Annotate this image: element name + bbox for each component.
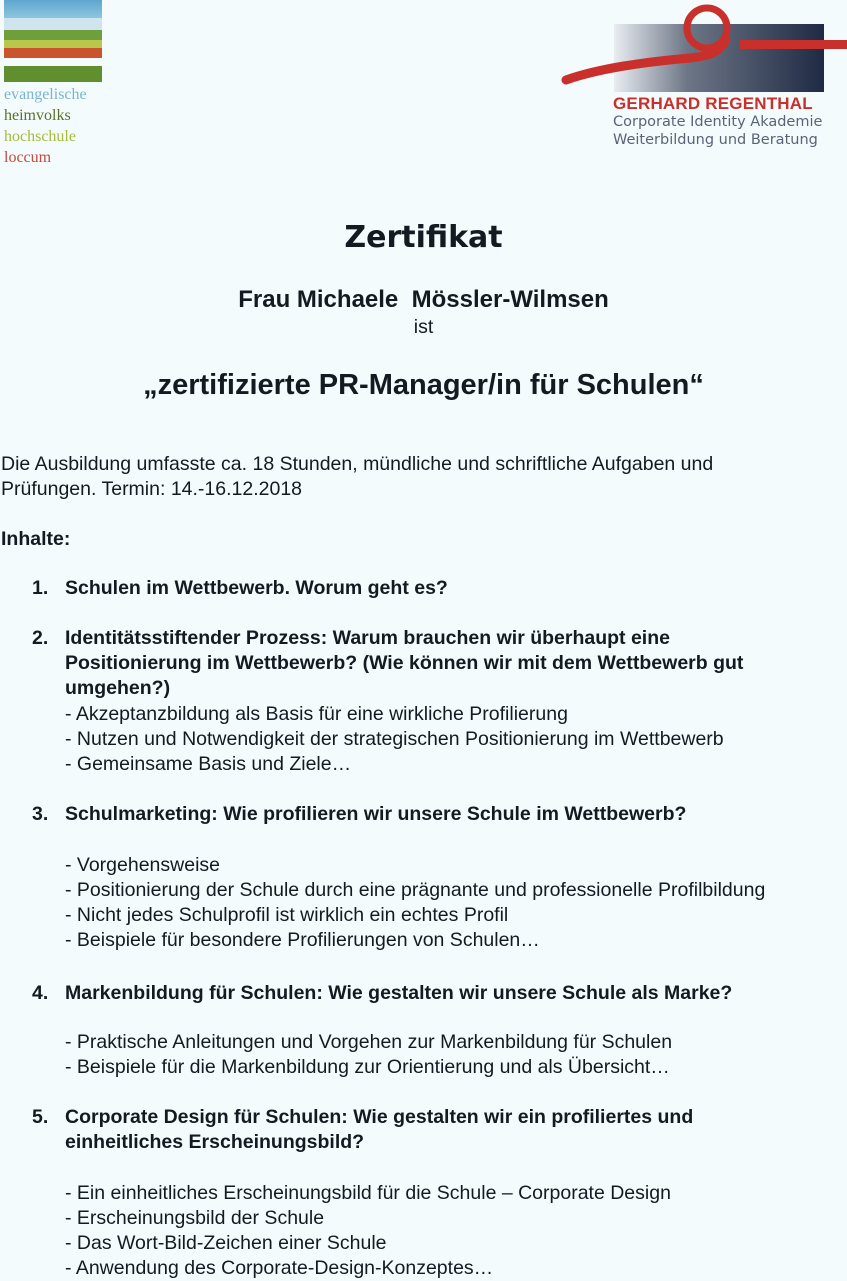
logo-name: GERHARD REGENTHAL xyxy=(613,94,813,113)
item-3-title-line-1: Schulmarketing: Wie profilieren wir unsere Schule im Wettbewerb? xyxy=(65,803,687,825)
contents-heading: Inhalte: xyxy=(1,528,71,550)
item-4-bullet-2: - Beispiele für die Markenbildung zur Orientierung und als Übersicht… xyxy=(65,1056,670,1078)
item-5-title-line-1: Corporate Design für Schulen: Wie gestalten wir ein profiliertes und xyxy=(65,1106,694,1128)
item-1-number: 1. xyxy=(32,577,49,599)
item-2-title-line-3: umgehen?) xyxy=(65,677,171,699)
item-1-title-line-1: Schulen im Wettbewerb. Worum geht es? xyxy=(65,577,448,599)
logo-evangelische-heimvolkshochschule xyxy=(4,0,104,168)
recipient-name: Frau Michaele Mössler-Wilmsen xyxy=(238,286,609,313)
item-2-number: 2. xyxy=(32,627,49,649)
description-line-2: Prüfungen. Termin: 14.-16.12.2018 xyxy=(1,478,303,500)
logo-tagline-2: Weiterbildung und Beratung xyxy=(613,132,818,148)
item-5-bullet-2: - Erscheinungsbild der Schule xyxy=(65,1207,325,1229)
item-3-bullet-1: - Vorgehensweise xyxy=(65,854,221,876)
item-2-bullet-1: - Akzeptanzbildung als Basis für eine wirkliche Profilierung xyxy=(65,703,568,725)
item-4-title-line-1: Markenbildung für Schulen: Wie gestalten wir unsere Schule als Marke? xyxy=(65,982,733,1004)
logo-gerhard-regenthal xyxy=(560,0,847,160)
logo-landscape-graphic xyxy=(4,0,104,82)
certificate-name: „zertifizierte PR-Manager/in für Schulen“ xyxy=(143,369,704,401)
logo-line-hochschule: hochschule xyxy=(4,128,76,145)
item-5-bullet-1: - Ein einheitliches Erscheinungsbild für die Schule – Corporate Design xyxy=(65,1182,671,1204)
logo-line-evangelische: evangelische xyxy=(4,86,87,103)
item-5-bullet-4: - Anwendung des Corporate-Design-Konzeptes… xyxy=(65,1257,494,1279)
item-3-number: 3. xyxy=(32,803,49,825)
item-2-title-line-1: Identitätsstiftender Prozess: Warum brauchen wir überhaupt eine xyxy=(65,627,670,649)
certificate-title: Zertifikat xyxy=(344,220,503,255)
item-3-bullet-3: - Nicht jedes Schulprofil ist wirklich ein echtes Profil xyxy=(65,904,509,926)
logo-tagline-1: Corporate Identity Akademie xyxy=(613,114,823,130)
item-2-title-line-2: Positionierung im Wettbewerb? (Wie können wir mit dem Wettbewerb gut xyxy=(65,652,744,674)
item-2-bullet-3: - Gemeinsame Basis und Ziele… xyxy=(65,753,352,775)
logo-line-heimvolks: heimvolks xyxy=(4,107,71,124)
item-4-bullet-1: - Praktische Anleitungen und Vorgehen zur Markenbildung für Schulen xyxy=(65,1031,673,1053)
item-3-bullet-2: - Positionierung der Schule durch eine prägnante und professionelle Profilbildung xyxy=(65,879,766,901)
description-line-1: Die Ausbildung umfasste ca. 18 Stunden, mündliche und schriftliche Aufgaben und xyxy=(1,453,714,475)
item-2-bullet-2: - Nutzen und Notwendigkeit der strategischen Positionierung im Wettbewerb xyxy=(65,728,724,750)
item-3-bullet-4: - Beispiele für besondere Profilierungen von Schulen… xyxy=(65,929,540,951)
connector-text: ist xyxy=(413,316,434,338)
item-5-number: 5. xyxy=(32,1106,49,1128)
item-5-title-line-2: einheitliches Erscheinungsbild? xyxy=(65,1131,365,1153)
item-4-number: 4. xyxy=(32,982,49,1004)
logo-line-loccum: loccum xyxy=(4,149,52,166)
item-5-bullet-3: - Das Wort-Bild-Zeichen einer Schule xyxy=(65,1232,387,1254)
logo-regenthal-graphic xyxy=(560,0,847,95)
